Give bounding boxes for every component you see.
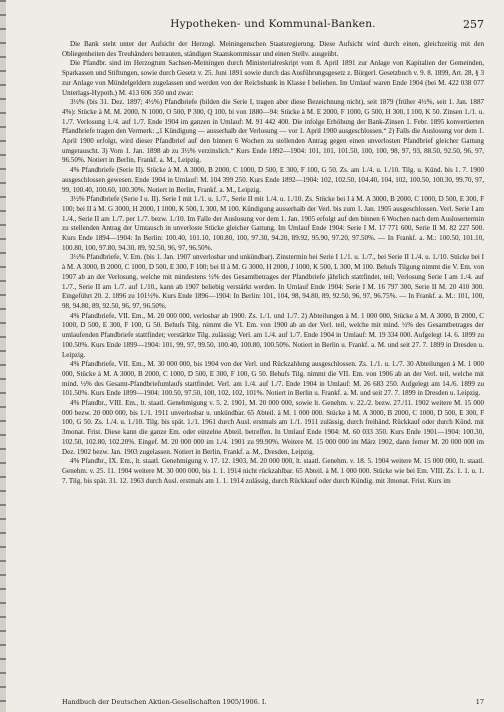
paragraph: Die Bank steht unter der Aufsicht der Herzogl. Meiningenschen Staatsregierung. Diese Aufsicht wird durch einen, gleichzeitig mit den Obliegenheiten des Treuhänders betrauten, ständigen Staatskommissar und einen Stellv. ausgeübt. <box>62 40 484 58</box>
paragraph: Die Pfandbr. sind im Herzogtum Sachsen-Meiningen durch Ministerialreskript vom 8. April 1891 zur Anlage von Kapitalien der Gemeinden, Sparkassen und Stiftungen, sowie durch Gesetz v. 25. Juni 1891 sowie durch das Ausführungsgesetz z. Bürgerl. Gesetzbuch v. 9. 8. 1899, Art. 28, § 3 zur Anlage von Mündelgeldern zugelassen und werden von der Reichsbank in Klasse I beliehen. Im Umlauf waren Ende 1904 (bei M. 422 038 077 Unterlags-Hypoth.) M. 413 606 350 und zwar: <box>62 59 484 97</box>
paragraph: 3½% (bis 31. Dez. 1897; 4½%) Pfandbriefe (bilden die Serie I, tragen aber diese Bezeichnung nicht), seit 1879 (früher 4½%, seit 1. Jan. 1887 4%): Stücke à M. M. 2000, N 1000, O 500, P 300, Q 100, bi von 1880—94: Stücke à M. E 2000, F 1000, G 500, H 300, I 100, K 50. Zinsen 1./1. u. 1./7. Verlosung 1./4. auf 1./7. Ende 1904 im ganzen in Umlauf: M. 91 442 400. Die infolge Erhöhung der Bank-Zinsen 1. Febr. 1895 konvertierten Pfandbriefe tragen den Vermerk: „1 Kündigung — ausserhalb der Verlosung — vor 1. April 1900 ausgeschlossen.“ 2) Falls die Auslosung vor dem 1. April 1900 erfolgt, wird dieser Pfandbrief auf den binnen 6 Wochen zu stellenden Antrag gegen einen unverlosten Pfandbrief gleicher Gattung umgetauscht. 3) Vom 1. Jan. 1898 ab zu 3½% verzinslich.“ Kurs Ende 1892—1904: 101, 101, 101.50, 100, 100, 98, 97, 93, 88.50, 92.50, 96, 97, 96.50%. Notiert in Berlin, Frankf. a. M., Leipzig. <box>62 98 484 165</box>
footer-signature: 17 <box>475 698 484 706</box>
page-header <box>62 18 484 32</box>
document-body <box>62 40 484 694</box>
paragraph: 4% Pfandbr., VIII. Em., lt. staatl. Genehmigung v. 5. 2. 1901, M. 20 000 000, sowie lt. Genehm. v. 22./2. bezw. 27./11. 1902 weitere M. 15 000 000 bezw. 20 000 000, bis 1./1. 1911 unverlosbar u. unkündbar. 65 Abteil. à M. 1 000 000. Stücke à M. A 3000, B 2000, C 1000, D 500, E 300, F 100, G 50. Zs. 1./4. u. 1./10. Tilg. bis spät. 1./1. 1961 durch Ausl. erstmals am 1./1. 1911 zulässig, durch freihänd. Rückkauf oder durch Künd. mit 3monat. Frist. Diese kann die ganze Em. oder einzelne Abteil. betreffen. In Umlauf Ende 1904: M. 60 033 350. Kurs Ende 1901—1904: 100.30, 102.50, 102.80, 102.20%. Eingef. M. 20 000 000 im 1./4. 1901 zu 99.90%. Weitere M. 15 000 000 im März 1902, dann ferner M. 20 000 000 im Dez. 1902 bezw. Jan. 1903 zugelassen. Notiert in Berlin, Frankf. a. M., Dresden, Leipzig. <box>62 399 484 456</box>
paragraph: 3½% Pfandbriefe, V. Em. (bis 1. Jan. 1907 unverlosbar und unkündbar). Zinstermin bei Serie I 1./1. u. 1./7., bei Serie II 1./4. u. 1./10. Stücke bei I à M. A 3000, B 2000, C 1000, D 500, E 300, F 100; bei II à M. G 3000, H 2000, J 1000, K 500, L 300, M 100. Behufs Tilgung nimmt die V. Em. von 1907 ab an der Verlosung, welche mit mindestens ½% des Gesamtbetrages der Pfandbriefe jährlich stattfindet, teil; Verlosung Serie I am 1./4. auf 1./7., Serie II am 1./7. auf 1./10., kann ab 1907 beliebig verstärkt werden. In Umlauf Ende 1904: Serie I M. 16 797 300, Serie II M. 20 410 300. Eingeführt 20. 2. 1896 zu 101½%. Kurs Ende 1896—1904: In Berlin: 101, 104, 98, 94.80, 89, 92.50, 96, 97, 96.75%. — In Frankf. a. M.: 101, 100, 98, 94.80, 89, 92.50, 96, 97, 96.50%. <box>62 253 484 310</box>
page-number: 257 <box>463 18 484 31</box>
paragraph: 3½% Pfandbriefe (Serie I u. II). Serie I mit 1./1. u. 1./7., Serie II mit 1./4. u. 1./10. Zs. Stücke bei I à M. A 3000, B 2000, C 1000, D 500, E 300, F 100; bei II à M. G 3000, H 2000, I 1000, K 500, L 300, M 100. Kündigung ausserhalb der Verl. bis zum 1. Jan. 1905 ausgeschlossen. Verl. Serie I am 1./4., Serie II am 1./7. per 1./7. bezw. 1./10. Im Falle der Auslosung vor dem 1. Jan. 1905 erfolgt auf den binnen 6 Wochen nach dem Auslosertermin zu stellenden Antrag der Umtausch in unverloste Stücke gleicher Gattung. Im Umlauf Ende 1904: Serie I M. 17 771 600, Serie II M. 82 227 500. Kurs Ende 1894—1904: In Berlin: 100.40, 101.10, 100.80, 100, 97.30, 94.20, 89.92, 95.90, 97.20, 97.50%. — In Frankf. a. M.: 100.50, 101.10, 100.80, 100, 97.80, 94.30, 89, 92.50, 96, 97, 96.50%. <box>62 195 484 252</box>
page-footer <box>62 698 484 706</box>
paragraph: 4% Pfandbr., IX. Em., lt. staatl. Genehmigung v. 17. 12. 1903, M. 20 000 000, lt. staatl. Genehm. v. 18. 5. 1904 weitere M. 15 000 000, lt. staatl. Genehm. v. 25. 11. 1904 weitere M. 30 000 000, bis 1. 1. 1914 nicht rückzahlbar. 65 Abteil. à M. 1 000 000. Stücke wie bei Em. VIII. Zs. 1. 1. u. 1. 7. Tilg. bis spät. 31. 12. 1963 durch Ausl. erstmals am 1. 1. 1914 zulässig, durch Rückkauf oder durch Kündig. mit 3monat. Frist. Kurs im <box>62 457 484 485</box>
paragraph: 4% Pfandbriefe, VII. Em., M. 30 000 000, bis 1904 von der Verl. und Rückzahlung ausgeschlossen. Zs. 1./1. u. 1./7. 30 Abteilungen à M. 1 000 000, Stücke à M. A 3000, B 2000, C 1000, D 500, E 300, F 100, G 50. Behufs Tilg. nimmt die VII. Em. von 1906 ab an der Verl. teil, welche mit mind. ½% des Gesamt-Pfandbriefumlaufs stattfindet. Verl. am 1./4. auf 1./7. Ende 1904 in Umlauf: M. 26 683 250. Aufgelegt am 14./6. 1899 zu 101.50%. Kurs Ende 1899—1904: 100.50, 97.50, 100, 102, 102, 101%. Notiert in Berlin u. Frankf. a. M. und seit 27. 7. 1899 in Dresden u. Leipzig. <box>62 360 484 398</box>
scanned-binding-edge <box>0 0 6 712</box>
running-head: Hypotheken- und Kommunal-Banken. <box>170 18 376 30</box>
paragraph: 4% Pfandbriefe, VII. Em., M. 20 000 000, verlosbar ab 1900. Zs. 1./1. und 1./7. 2) Abteilungen à M. 1 000 000, Stücke à M. A 3000, B 2000, C 1000, D 500, E 300, F 100, G 50. Behufs Tilg. nimmt die VI. Em. von 1900 ab an der Verl. teil, welche mit mind. ½% des Gesamtbetrages der umlaufenden Pfandbriefe stattfindet; verstärkte Tilg. zulässig; Verl. am 1./4. auf 1./7. Ende 1904 in Umlauf: M. 19 334 000. Aufgelegt 14. 6. 1899 zu 100.50%. Kurs Ende 1899—1904: 101, 99, 97, 99.50, 100.40, 100.80, 100.50%. Notiert in Berlin u. Frankf. a. M. und seit 27. 7. 1899 in Dresden u. Leipzig. <box>62 311 484 359</box>
footer-source: Handbuch der Deutschen Aktien-Gesellschaften 1905/1906. I. <box>62 698 267 706</box>
paragraph: 4% Pfandbriefe (Serie II). Stücke à M. A 3000, B 2000, C 1000, D 500, E 300, F 100, G 50. Zs. am 1./4. u. 1./10. Tilg. u. Künd. bis 1. 7. 1900 ausgeschlossen gewesen. Ende 1904 in Umlauf: M. 104 399 250. Kurs Ende 1892—1904: 102, 102.50, 104.40, 104, 102, 100.50, 100.30, 99.70, 97, 99, 100.40, 100.60, 100.30%. Notiert in Berlin, Frankf. a. M., Leipzig. <box>62 166 484 194</box>
